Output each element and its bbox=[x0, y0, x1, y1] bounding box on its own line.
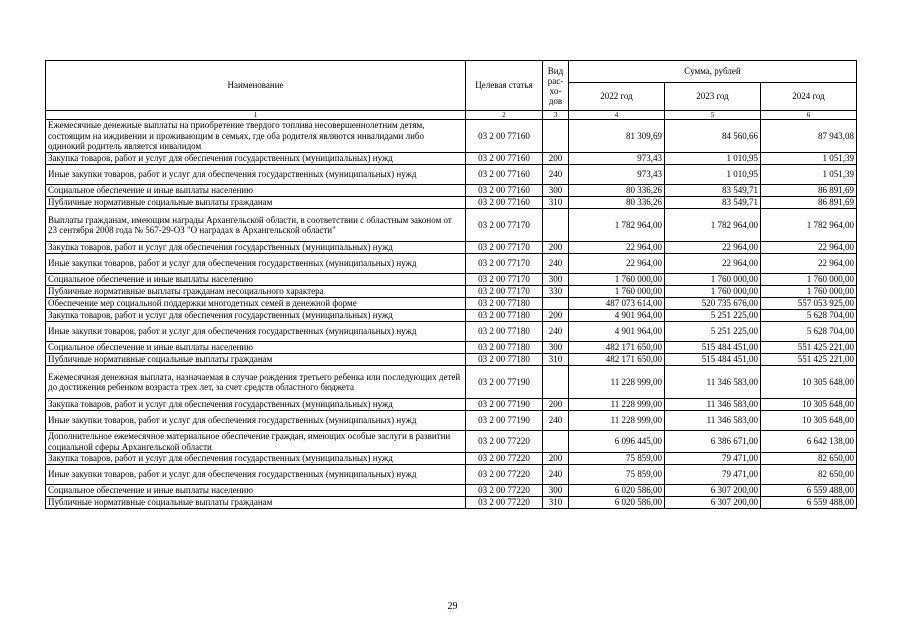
row-sum-2024: 557 053 925,00 bbox=[761, 298, 857, 310]
row-vid: 300 bbox=[543, 342, 569, 354]
row-sum-2024: 22 964,00 bbox=[761, 242, 857, 254]
row-name: Иные закупки товаров, работ и услуг для обеспечения государственных (муниципальных) нужд bbox=[46, 254, 466, 274]
row-vid: 240 bbox=[543, 322, 569, 342]
row-sum-2022: 6 096 445,00 bbox=[569, 431, 665, 453]
row-sum-2023: 1 760 000,00 bbox=[665, 274, 761, 286]
row-code: 03 2 00 77180 bbox=[466, 310, 543, 322]
row-sum-2023: 79 471,00 bbox=[665, 465, 761, 485]
row-name: Публичные нормативные выплаты гражданам несоциального характера bbox=[46, 286, 466, 298]
row-code: 03 2 00 77170 bbox=[466, 254, 543, 274]
row-sum-2024: 10 305 648,00 bbox=[761, 366, 857, 399]
row-sum-2022: 4 901 964,00 bbox=[569, 322, 665, 342]
row-code: 03 2 00 77220 bbox=[466, 465, 543, 485]
row-name: Социальное обеспечение и иные выплаты населению bbox=[46, 185, 466, 197]
table-row bbox=[46, 165, 857, 185]
row-code: 03 2 00 77170 bbox=[466, 274, 543, 286]
row-sum-2024: 86 891,69 bbox=[761, 197, 857, 209]
row-sum-2022: 973,43 bbox=[569, 153, 665, 165]
col-num-5: 5 bbox=[665, 111, 761, 120]
table-row bbox=[46, 453, 857, 465]
row-code: 03 2 00 77160 bbox=[466, 153, 543, 165]
row-name: Обеспечение мер социальной поддержки многодетных семей в денежной форме bbox=[46, 298, 466, 310]
row-sum-2022: 482 171 650,00 bbox=[569, 354, 665, 366]
row-vid: 240 bbox=[543, 165, 569, 185]
budget-table-sheet bbox=[45, 60, 856, 509]
row-code: 03 2 00 77160 bbox=[466, 185, 543, 197]
row-sum-2023: 11 346 583,00 bbox=[665, 411, 761, 431]
row-sum-2022: 75 859,00 bbox=[569, 453, 665, 465]
table-row bbox=[46, 254, 857, 274]
table-row bbox=[46, 322, 857, 342]
row-sum-2023: 515 484 451,00 bbox=[665, 342, 761, 354]
row-code: 03 2 00 77190 bbox=[466, 399, 543, 411]
row-vid: 310 bbox=[543, 197, 569, 209]
row-sum-2024: 551 425 221,00 bbox=[761, 354, 857, 366]
row-name: Публичные нормативные социальные выплаты гражданам bbox=[46, 497, 466, 509]
budget-table bbox=[45, 60, 857, 509]
row-name: Ежемесячная денежная выплата, назначаемая в случае рождения третьего ребенка или последующих детей до достижения ребенком возраста трех лет, за счет средств областного бюджета bbox=[46, 366, 466, 399]
header-2022: 2022 год bbox=[569, 83, 665, 111]
table-row bbox=[46, 197, 857, 209]
row-sum-2023: 1 782 964,00 bbox=[665, 209, 761, 242]
table-row bbox=[46, 298, 857, 310]
row-name: Публичные нормативные социальные выплаты гражданам bbox=[46, 354, 466, 366]
row-sum-2023: 79 471,00 bbox=[665, 453, 761, 465]
col-num-6: 6 bbox=[761, 111, 857, 120]
row-sum-2022: 80 336,26 bbox=[569, 185, 665, 197]
table-row bbox=[46, 274, 857, 286]
row-code: 03 2 00 77180 bbox=[466, 354, 543, 366]
row-vid: 330 bbox=[543, 286, 569, 298]
table-row bbox=[46, 399, 857, 411]
row-sum-2022: 11 228 999,00 bbox=[569, 411, 665, 431]
table-row bbox=[46, 485, 857, 497]
row-sum-2024: 1 782 964,00 bbox=[761, 209, 857, 242]
row-name: Выплаты гражданам, имеющим награды Архангельской области, в соответствии с областным законом от 23 сентября 2008 года № 567-29-ОЗ "О наградах в Архангельской области" bbox=[46, 209, 466, 242]
row-sum-2022: 6 020 586,00 bbox=[569, 485, 665, 497]
row-sum-2023: 6 307 200,00 bbox=[665, 485, 761, 497]
row-vid: 310 bbox=[543, 354, 569, 366]
row-name: Закупка товаров, работ и услуг для обеспечения государственных (муниципальных) нужд bbox=[46, 242, 466, 254]
row-sum-2022: 22 964,00 bbox=[569, 242, 665, 254]
row-name: Закупка товаров, работ и услуг для обеспечения государственных (муниципальных) нужд bbox=[46, 153, 466, 165]
row-sum-2024: 86 891,69 bbox=[761, 185, 857, 197]
row-sum-2024: 82 650,00 bbox=[761, 453, 857, 465]
table-row bbox=[46, 242, 857, 254]
row-sum-2022: 1 760 000,00 bbox=[569, 286, 665, 298]
row-name: Закупка товаров, работ и услуг для обеспечения государственных (муниципальных) нужд bbox=[46, 399, 466, 411]
table-row bbox=[46, 120, 857, 153]
row-sum-2022: 4 901 964,00 bbox=[569, 310, 665, 322]
row-sum-2023: 520 735 676,00 bbox=[665, 298, 761, 310]
row-name: Закупка товаров, работ и услуг для обеспечения государственных (муниципальных) нужд bbox=[46, 310, 466, 322]
table-row bbox=[46, 497, 857, 509]
header-sum: Сумма, рублей bbox=[569, 61, 857, 83]
row-vid bbox=[543, 209, 569, 242]
row-code: 03 2 00 77180 bbox=[466, 298, 543, 310]
row-name: Дополнительное ежемесячное материальное обеспечение граждан, имеющих особые заслуги в развитии социальной сферы Архангельской области bbox=[46, 431, 466, 453]
row-name: Ежемесячные денежные выплаты на приобретение твердого топлива несовершеннолетним детям, состоящим на иждивении и проживающим в семьях, где оба родителя являются инвалидами либо одинокий родитель является инвалидом bbox=[46, 120, 466, 153]
row-sum-2024: 10 305 648,00 bbox=[761, 411, 857, 431]
row-vid bbox=[543, 298, 569, 310]
row-code: 03 2 00 77180 bbox=[466, 342, 543, 354]
row-code: 03 2 00 77220 bbox=[466, 485, 543, 497]
header-code: Целевая статья bbox=[466, 61, 543, 111]
row-sum-2023: 515 484 451,00 bbox=[665, 354, 761, 366]
header-name: Наименование bbox=[46, 61, 466, 111]
row-sum-2024: 5 628 704,00 bbox=[761, 310, 857, 322]
page-number: 29 bbox=[447, 601, 458, 612]
row-vid: 200 bbox=[543, 153, 569, 165]
table-row bbox=[46, 431, 857, 453]
row-sum-2023: 84 560,66 bbox=[665, 120, 761, 153]
row-sum-2023: 6 307 200,00 bbox=[665, 497, 761, 509]
row-vid: 300 bbox=[543, 185, 569, 197]
header-vid: Вид рас-хо-дов bbox=[543, 61, 569, 111]
row-code: 03 2 00 77160 bbox=[466, 165, 543, 185]
row-vid: 200 bbox=[543, 399, 569, 411]
row-code: 03 2 00 77220 bbox=[466, 497, 543, 509]
row-name: Социальное обеспечение и иные выплаты населению bbox=[46, 485, 466, 497]
row-code: 03 2 00 77160 bbox=[466, 120, 543, 153]
row-sum-2023: 83 549,71 bbox=[665, 197, 761, 209]
row-sum-2024: 551 425 221,00 bbox=[761, 342, 857, 354]
row-sum-2024: 6 642 138,00 bbox=[761, 431, 857, 453]
row-sum-2022: 75 859,00 bbox=[569, 465, 665, 485]
header-2023: 2023 год bbox=[665, 83, 761, 111]
row-sum-2023: 5 251 225,00 bbox=[665, 322, 761, 342]
row-sum-2022: 973,43 bbox=[569, 165, 665, 185]
row-sum-2022: 487 073 614,00 bbox=[569, 298, 665, 310]
row-code: 03 2 00 77220 bbox=[466, 453, 543, 465]
table-row bbox=[46, 342, 857, 354]
row-name: Закупка товаров, работ и услуг для обеспечения государственных (муниципальных) нужд bbox=[46, 453, 466, 465]
table-row bbox=[46, 286, 857, 298]
row-vid: 200 bbox=[543, 310, 569, 322]
row-sum-2024: 1 051,39 bbox=[761, 165, 857, 185]
table-row bbox=[46, 153, 857, 165]
row-sum-2024: 1 760 000,00 bbox=[761, 286, 857, 298]
row-code: 03 2 00 77170 bbox=[466, 242, 543, 254]
col-num-3: 3 bbox=[543, 111, 569, 120]
row-sum-2024: 6 559 488,00 bbox=[761, 497, 857, 509]
row-name: Иные закупки товаров, работ и услуг для обеспечения государственных (муниципальных) нужд bbox=[46, 411, 466, 431]
row-code: 03 2 00 77170 bbox=[466, 286, 543, 298]
table-row bbox=[46, 366, 857, 399]
row-name: Иные закупки товаров, работ и услуг для обеспечения государственных (муниципальных) нужд bbox=[46, 465, 466, 485]
row-code: 03 2 00 77190 bbox=[466, 411, 543, 431]
row-sum-2024: 10 305 648,00 bbox=[761, 399, 857, 411]
row-sum-2022: 1 782 964,00 bbox=[569, 209, 665, 242]
row-sum-2023: 11 346 583,00 bbox=[665, 399, 761, 411]
row-code: 03 2 00 77190 bbox=[466, 366, 543, 399]
table-row bbox=[46, 411, 857, 431]
row-sum-2023: 22 964,00 bbox=[665, 254, 761, 274]
row-sum-2024: 87 943,08 bbox=[761, 120, 857, 153]
row-sum-2022: 11 228 999,00 bbox=[569, 399, 665, 411]
row-name: Иные закупки товаров, работ и услуг для обеспечения государственных (муниципальных) нужд bbox=[46, 322, 466, 342]
row-sum-2024: 1 760 000,00 bbox=[761, 274, 857, 286]
row-sum-2024: 22 964,00 bbox=[761, 254, 857, 274]
row-sum-2022: 6 020 586,00 bbox=[569, 497, 665, 509]
row-sum-2022: 482 171 650,00 bbox=[569, 342, 665, 354]
col-num-2: 2 bbox=[466, 111, 543, 120]
table-row bbox=[46, 209, 857, 242]
row-name: Иные закупки товаров, работ и услуг для обеспечения государственных (муниципальных) нужд bbox=[46, 165, 466, 185]
row-sum-2023: 11 346 583,00 bbox=[665, 366, 761, 399]
col-num-4: 4 bbox=[569, 111, 665, 120]
row-vid: 310 bbox=[543, 497, 569, 509]
header-2024: 2024 год bbox=[761, 83, 857, 111]
row-vid: 300 bbox=[543, 485, 569, 497]
row-sum-2022: 1 760 000,00 bbox=[569, 274, 665, 286]
row-sum-2024: 5 628 704,00 bbox=[761, 322, 857, 342]
row-vid: 300 bbox=[543, 274, 569, 286]
row-code: 03 2 00 77220 bbox=[466, 431, 543, 453]
row-name: Социальное обеспечение и иные выплаты населению bbox=[46, 274, 466, 286]
row-sum-2024: 6 559 488,00 bbox=[761, 485, 857, 497]
row-sum-2022: 11 228 999,00 bbox=[569, 366, 665, 399]
row-sum-2023: 83 549,71 bbox=[665, 185, 761, 197]
row-vid bbox=[543, 431, 569, 453]
row-sum-2024: 1 051,39 bbox=[761, 153, 857, 165]
row-sum-2023: 1 010,95 bbox=[665, 165, 761, 185]
row-vid: 200 bbox=[543, 453, 569, 465]
row-vid: 240 bbox=[543, 411, 569, 431]
row-sum-2024: 82 650,00 bbox=[761, 465, 857, 485]
table-row bbox=[46, 310, 857, 322]
row-sum-2023: 22 964,00 bbox=[665, 242, 761, 254]
row-sum-2023: 6 386 671,00 bbox=[665, 431, 761, 453]
row-code: 03 2 00 77170 bbox=[466, 209, 543, 242]
row-vid bbox=[543, 120, 569, 153]
row-name: Социальное обеспечение и иные выплаты населению bbox=[46, 342, 466, 354]
row-vid: 200 bbox=[543, 242, 569, 254]
table-row bbox=[46, 354, 857, 366]
row-sum-2023: 1 760 000,00 bbox=[665, 286, 761, 298]
row-sum-2022: 80 336,26 bbox=[569, 197, 665, 209]
table-row bbox=[46, 465, 857, 485]
row-sum-2023: 5 251 225,00 bbox=[665, 310, 761, 322]
row-vid: 240 bbox=[543, 254, 569, 274]
row-code: 03 2 00 77160 bbox=[466, 197, 543, 209]
row-vid: 240 bbox=[543, 465, 569, 485]
row-vid bbox=[543, 366, 569, 399]
table-row bbox=[46, 185, 857, 197]
col-num-1: 1 bbox=[46, 111, 466, 120]
row-name: Публичные нормативные социальные выплаты гражданам bbox=[46, 197, 466, 209]
row-sum-2022: 81 309,69 bbox=[569, 120, 665, 153]
row-sum-2023: 1 010,95 bbox=[665, 153, 761, 165]
table-body bbox=[46, 120, 857, 509]
row-sum-2022: 22 964,00 bbox=[569, 254, 665, 274]
row-code: 03 2 00 77180 bbox=[466, 322, 543, 342]
